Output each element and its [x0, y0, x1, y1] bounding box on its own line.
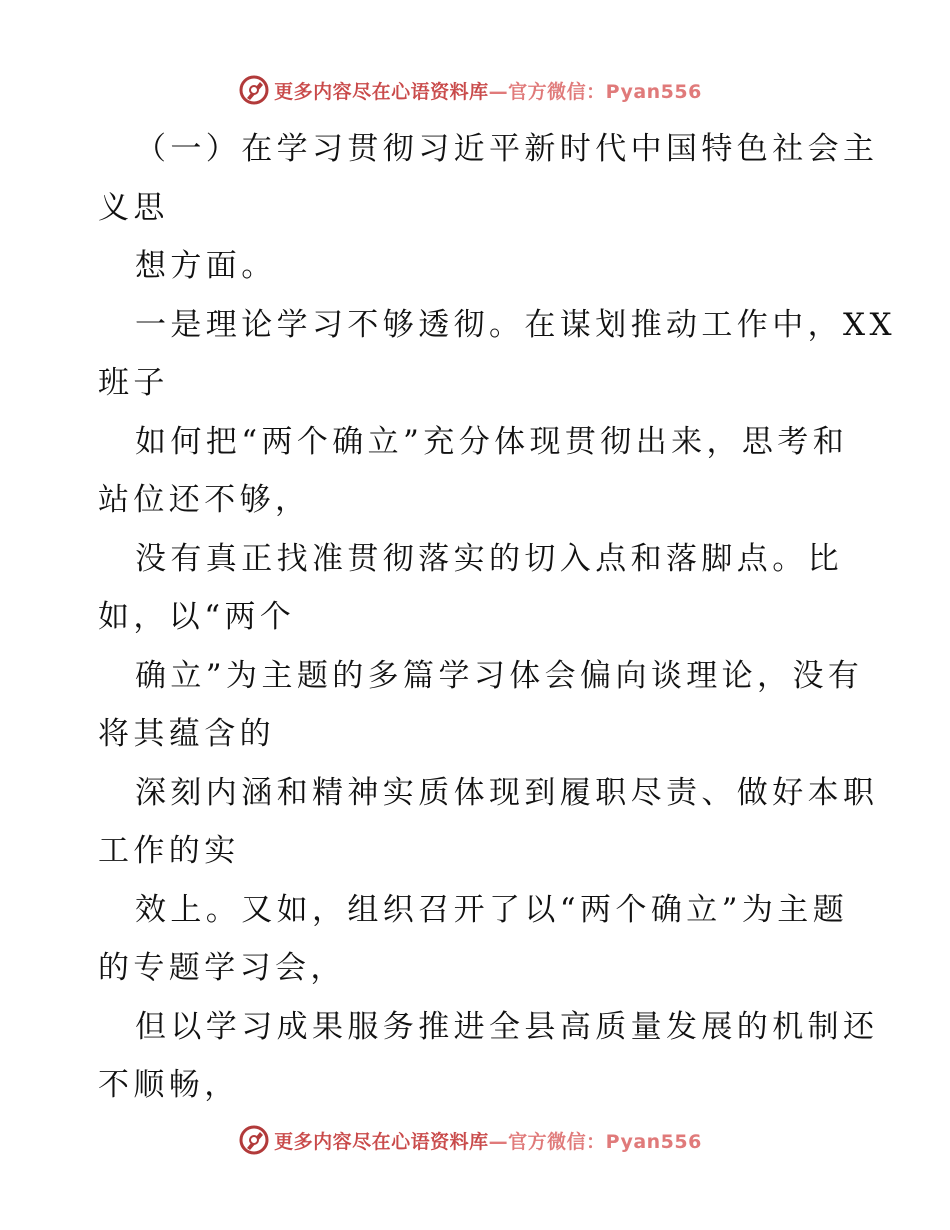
- header-watermark-content: [238, 74, 702, 106]
- body-line: （一）在学习贯彻习近平新时代中国特色社会主: [135, 131, 879, 167]
- body-line: 站位还不够，: [98, 482, 311, 518]
- body-line: 深刻内涵和精神实质体现到履职尽责、做好本职: [135, 774, 879, 811]
- footer-watermark-main: 更多内容尽在心语资料库: [274, 1130, 489, 1153]
- footer-watermark: [0, 1120, 950, 1160]
- document-body: [98, 120, 896, 1115]
- body-line: 想方面。: [135, 248, 277, 284]
- pen-logo-icon: [238, 74, 270, 106]
- body-line: 如，以“两个: [98, 599, 296, 635]
- body-line: 但以学习成果服务推进全县高质量发展的机制还: [135, 1008, 879, 1045]
- body-line: 不顺畅，: [98, 1067, 240, 1103]
- footer-watermark-wechat: —官方微信：Pyan556: [488, 1130, 702, 1153]
- body-line: 班子: [98, 365, 169, 401]
- body-line: 确立”为主题的多篇学习体会偏向谈理论，没有: [135, 657, 864, 694]
- header-watermark-main: 更多内容尽在心语资料库: [274, 80, 489, 103]
- body-line: 如何把“两个确立”充分体现贯彻出来，思考和: [135, 423, 849, 460]
- pen-logo-icon: [238, 1124, 270, 1156]
- body-line: 将其蕴含的: [98, 716, 275, 752]
- header-watermark-text: [274, 77, 702, 104]
- footer-watermark-content: [238, 1124, 702, 1156]
- header-watermark-wechat: —官方微信：Pyan556: [488, 80, 702, 103]
- header-watermark: [0, 70, 950, 110]
- body-line: 没有真正找准贯彻落实的切入点和落脚点。比: [135, 540, 843, 577]
- body-line: 工作的实: [98, 833, 240, 869]
- body-line: 的专题学习会，: [98, 950, 346, 986]
- body-line: 一是理论学习不够透彻。在谋划推动工作中，XX: [135, 306, 896, 343]
- footer-watermark-text: [274, 1127, 702, 1154]
- body-line: 效上。又如，组织召开了以“两个确立”为主题: [135, 891, 849, 928]
- body-line: 义思: [98, 189, 169, 226]
